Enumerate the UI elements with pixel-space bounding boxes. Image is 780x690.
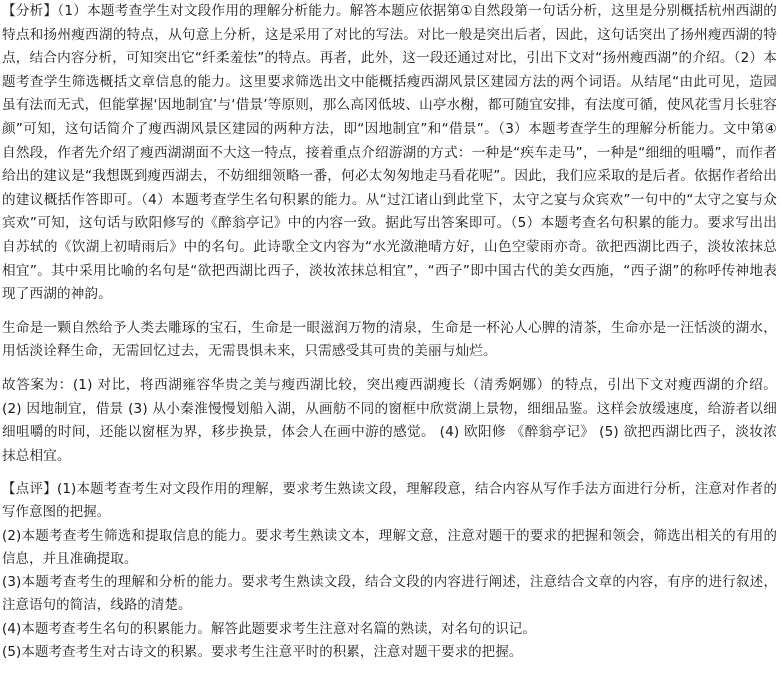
life-essay-paragraph: 生命是一颗自然给予人类去雕琢的宝石，生命是一眼滋润万物的清泉，生命是一杯沁人心脾的清茶，生命亦是一汪恬淡的湖水，用恬淡诠释生命，无需回忆过去，无需畏惧未来，只需感受其可贵的美丽与灿烂。 [2, 319, 777, 360]
comment-line-2: (2)本题考查考生筛选和提取信息的能力。要求考生熟读文本，理解文意，注意对题干的要求的把握和领会，筛选出相关的有用的信息，并且准确提取。 [2, 528, 777, 567]
comment-line-1: 【点评】(1)本题考查考生对文段作用的理解，要求考生熟读文段，理解段意，结合内容从写作手法方面进行分析，注意对作者的写作意图的把握。 [2, 482, 777, 521]
comment-section [2, 478, 777, 664]
comment-line-5: (5)本题考查考生对古诗文的积累。要求考生注意平时的积累，注意对题干要求的把握。 [2, 644, 523, 660]
comment-line-3: (3)本题考查考生的理解和分析的能力。要求考生熟读文段，结合文段的内容进行阐述，注意结合文章的内容，有序的进行叙述，注意语句的简洁，线路的清楚。 [2, 575, 777, 614]
analysis-paragraph: 【分析】（1）本题考查学生对文段作用的理解分析能力。解答本题应依据第①自然段第一句话分析，这里是分别概括杭州西湖的特点和扬州瘦西湖的特点，从句意上分析，这是采用了对比的写法。对比一般是突出后者，因此，这句话突出了扬州瘦西湖的特点，结合内容分析，可知突出它“纤柔羞怯”的特点。再者，此外，这一段还通过对比，引出下文对“扬州瘦西湖”的介绍。（2）本题考查学生筛选概括文章信息的能力。这里要求筛选出文中能概括瘦西湖风景区建园方法的两个词语。从结尾“由此可见，造园虽有法而无式，但能掌握‘因地制宜’与‘借景’等原则，那么高冈低坡、山亭水榭，都可随宜安排，有法度可循，使风花雪月长驻容颜”可知，这句话简介了瘦西湖风景区建园的两种方法，即“因地制宜”和“借景”。（3）本题考查学生的理解分析能力。文中第④自然段，作者先介绍了瘦西湖湖面不大这一特点，接着重点介绍游湖的方式：一种是“疾车走马”，一种是“细细的咀嚼”，而作者给出的建议是“我想既到瘦西湖去，不妨细细领略一番，何必太匆匆地走马看花呢”。因此，我们应采取的是后者。依据作者给出的建议概括作答即可。（4）本题考查学生名句积累的能力。从“过江诸山到此堂下，太守之宴与众宾欢”一句中的“太守之宴与众宾欢”可知，这句话与欧阳修写的《醉翁亭记》中的内容一致。据此写出答案即可。（5）本题考查名句积累的能力。要求写出出自苏轼的《饮湖上初晴雨后》中的名句。此诗歌全文内容为“水光潋滟晴方好，山色空蒙雨亦奇。欲把西湖比西子，淡妆浓抹总相宜”。其中采用比喻的名句是“欲把西湖比西子，淡妆浓抹总相宜”，“西子”即中国古代的美女西施，“西子湖”的称呼传神地表现了西湖的神韵。 [2, 3, 777, 303]
comment-line-4: (4)本题考查考生名句的积累能力。解答此题要求考生注意对名篇的熟读，对名句的识记。 [2, 621, 536, 637]
answer-paragraph: 故答案为：(1) 对比，将西湖雍容华贵之美与瘦西湖比较，突出瘦西湖瘦长（清秀婀娜）的特点，引出下文对瘦西湖的介绍。 (2) 因地制宜，借景 (3) 从小秦淮慢慢划船入湖，从画舫不同的窗框中欣赏湖上景物，细细品鉴。这样会放缓速度，给游者以细细咀嚼的时间，还能以窗框为界，移步换景，体会人在画中游的感觉。 (4) 欧阳修 《醉翁亭记》 (5) 欲把西湖比西子，淡妆浓抹总相宜。 [2, 376, 777, 464]
